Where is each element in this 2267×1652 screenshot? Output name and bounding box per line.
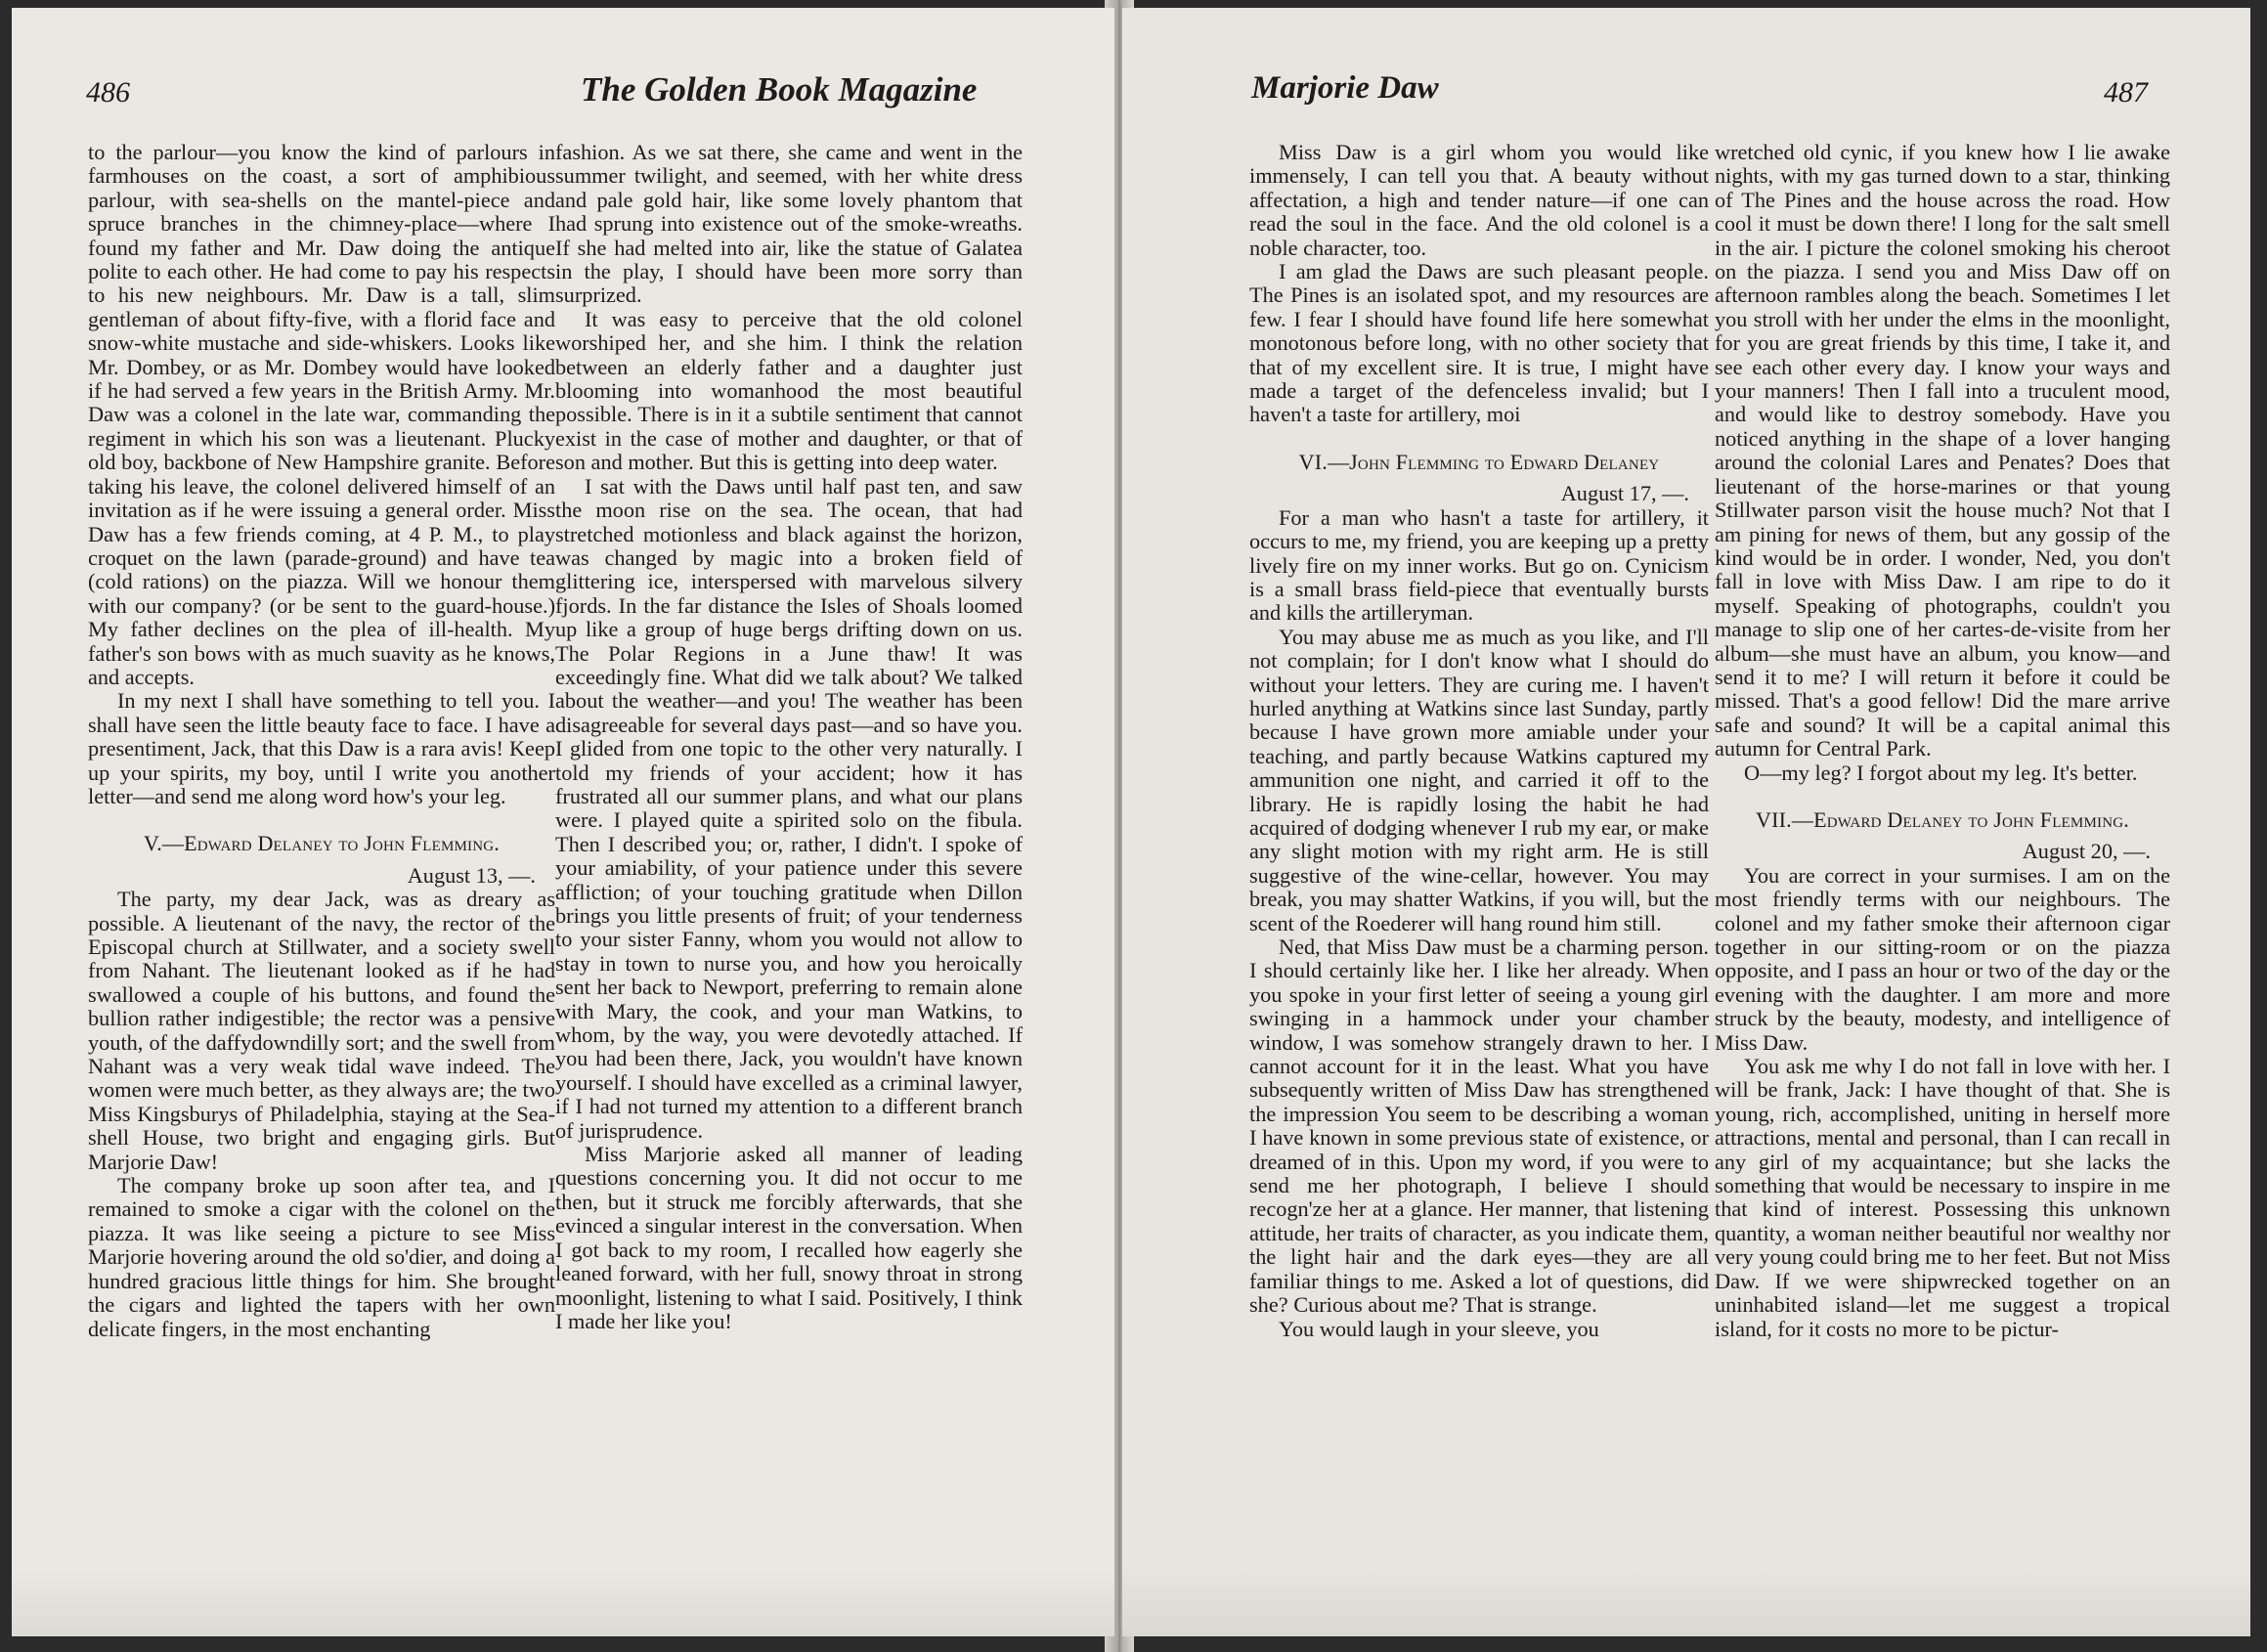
page-shadow [12,1568,1114,1636]
letter-heading: VI.—John Flemming to Edward Delaney [1298,449,1660,474]
paragraph: For a man who hasn't a taste for artillery, it occurs to me, my friend, you are keeping up a pretty lively fire on my inner works. But go on. Cynicism is a small brass field-piece that eventually bursts and kills the artilleryman. [1249,504,1709,626]
paragraph: It was easy to perceive that the old colonel worshiped her, and she him. I think the relation between an elderly father and a daughter just blooming into womanhood the most beautiful possible. There is in it a subtile sentiment that cannot exist in the case of mother and daughter, or that of son and mother. But this is getting into deep water. [555,306,1023,475]
running-head: The Golden Book Magazine [581,70,978,109]
paragraph: I sat with the Daws until half past ten, and saw the moon rise on the sea. The ocean, that had stretched motionless and black against the horizon, was changed by magic into a broken field of glittering ice, interspersed with marvelous silvery fjords. In the far distance the Isles of Shoals loomed up like a group of huge bergs drifting down on us. The Polar Regions in a June thaw! It was exceedingly fine. What did we talk about? We talked about the weather—and you! The weather has been disagreeable for several days past—and so have you. I glided from one topic to the other very naturally. I told my friends of your accident; how it has frustrated all our summer plans, and what our plans were. I played quite a spirited solo on the fibula. Then I described you; or, rather, I didn't. I spoke of your amiability, of your patience under this severe affliction; of your touching gratitude when Dillon brings you little presents of fruit; of your tenderness to your sister Fanny, whom you would not allow to stay in town to nurse you, and how you heroically sent her back to Newport, preferring to remain alone with Mary, the cook, and your man Watkins, to whom, by the way, you were devotedly attached. If you had been there, Jack, you wouldn't have known yourself. I should have excelled as a criminal lawyer, if I had not turned my attention to a different branch of jurisprudence. [555,473,1023,1143]
paragraph: You may abuse me as much as you like, and I'll not complain; for I don't know what I should do without your letters. They are curing me. I haven't hurled anything at Watkins since last Sunday, partly because I have grown more amiable under your teaching, and partly because Watkins captured my ammunition one night, and carried it off to the library. He is rapidly losing the habit he had acquired of dodging whenever I rub my ear, or make any slight motion with my right arm. He is still suggestive of the wine-cellar, however. You may break, you may shatter Watkins, if you will, but the scent of the Roederer will hang round him still. [1249,624,1709,935]
paragraph: I am glad the Daws are such pleasant people. The Pines is an isolated spot, and my resources are few. I fear I should have found life here somewhat monotonous before long, with no other society that that of my excellent sire. It is true, I might have made a target of the defenceless invalid; but I haven't a taste for artillery, moi [1249,259,1709,427]
left-column-1 [88,141,555,1341]
paragraph: In my next I shall have something to tell you. I shall have seen the little beauty face to face. I have a presentiment, Jack, that this Daw is a rara avis! Keep up your spirits, my boy, until I write you another letter—and send me along word how's your leg. [88,688,555,808]
letter-date: August 13, —. [407,862,536,888]
paragraph: The company broke up soon after tea, and I remained to smoke a cigar with the colonel on the piazza. It was like seeing a picture to see Miss Marjorie hovering around the old so'dier, and doing a hundred gracious little things for him. She brought the cigars and lighted the tapers with her own delicate fingers, in the most enchanting [88,1173,555,1341]
paragraph: fashion. As we sat there, she came and went in the summer twilight, and seemed, with her white dress and pale gold hair, like some lovely phantom that had sprung into existence out of the smoke-wreaths. If she had melted into air, like the statue of Galatea in the play, I should have been more sorry than surprized. [555,140,1023,308]
page-number: 487 [2104,76,2148,109]
paragraph: The party, my dear Jack, was as dreary as possible. A lieutenant of the navy, the rector of the Episcopal church at Stillwater, and a society swell from Nahant. The lieutenant looked as if he had swallowed a couple of his buttons, and found the bullion rather indigestible; the rector was a pensive youth, of the daffydowndilly sort; and the swell from Nahant was a very weak tidal wave indeed. The women were much better, as they always are; the two Miss Kingsburys of Philadelphia, staying at the Sea-shell House, two bright and engaging girls. But Marjorie Daw! [88,887,555,1174]
paragraph: O—my leg? I forgot about my leg. It's better. [1744,760,2138,785]
paragraph: Ned, that Miss Daw must be a charming person. I should certainly like her. I like her already. When you spoke in your first letter of seeing a young girl swinging in a hammock under your chamber window, I was somehow strangely drawn to her. I cannot account for it in the least. What you have subsequently written of Miss Daw has strengthened the impression You seem to be describing a woman I have known in some previous state of existence, or dreamed of in this. Upon my word, if you were to send me her photograph, I believe I should recogn'ze her at a glance. Her manner, that listening attitude, her traits of character, as you indicate them, the light hair and the dark eyes—they are all familiar things to me. Asked a lot of questions, did she? Curious about me? That is strange. [1249,935,1709,1318]
right-column-2 [1715,141,2170,1341]
paragraph: wretched old cynic, if you knew how I lie awake nights, with my gas turned down to a star, thinking of The Pines and the house across the road. How cool it must be down there! I long for the salt smell in the air. I picture the colonel smoking his cheroot on the piazza. I send you and Miss Daw off on afternoon rambles along the beach. Sometimes I let you stroll with her under the elms in the moonlight, for you are great friends by this time, I take it, and see each other every day. I know your ways and your manners! Then I fall into a truculent mood, and would like to destroy somebody. Have you noticed anything in the shape of a lover hanging around the colonial Lares and Penates? Does that lieutenant of the horse-marines or that young Stillwater parson visit the house much? Not that I am pining for news of them, but any gossip of the kind would be in order. I wonder, Ned, you don't fall in love with Miss Daw. I am ripe to do it myself. Speaking of photographs, couldn't you manage to slip one of her cartes-de-visite from her album—she must have an album, you know—and send it to me? I will return it before it could be missed. That's a good fellow! Did the mare arrive safe and sound? It will be a capital animal this autumn for Central Park. [1715,140,2170,761]
paragraph: Miss Marjorie asked all manner of leading questions concerning you. It did not occur to me then, but it struck me forcibly afterwards, that she evinced a singular interest in the conversation. When I got back to my room, I recalled how eagerly she leaned forward, with her full, snowy throat in strong moonlight, listening to what I said. Positively, I think I made her like you! [555,1142,1023,1333]
left-column-2 [555,141,1023,1333]
letter-heading: V.—Edward Delaney to John Flemming. [143,831,501,856]
paragraph: Miss Daw is a girl whom you would like immensely, I can tell you that. A beauty without affectation, a high and tender nature—if one can read the soul in the face. And the old colonel is a noble character, too. [1249,140,1709,260]
left-header [12,68,1114,127]
letter-heading: VII.—Edward Delaney to John Flemming. [1756,806,2129,832]
page-shadow [1122,1568,2250,1636]
paragraph: to the parlour—you know the kind of parlours in farmhouses on the coast, a sort of amphibious parlour, with sea-shells on the mantel-piece and spruce branches in the chimney-place—where I found my father and Mr. Daw doing the antique polite to each other. He had come to pay his respects to his new neighbours. Mr. Daw is a tall, slim gentleman of about fifty-five, with a florid face and snow-white mustache and side-whiskers. Looks like Mr. Dombey, or as Mr. Dombey would have looked if he had served a few years in the British Army. Mr. Daw was a colonel in the late war, commanding the regiment in which his son was a lieutenant. Plucky old boy, backbone of New Hampshire granite. Before taking his leave, the colonel delivered himself of an invitation as if he were issuing a general order. Miss Daw has a few friends coming, at 4 P. M., to play croquet on the lawn (parade-ground) and have tea (cold rations) on the piazza. Will we honour them with our company? (or be sent to the guard-house.) My father declines on the plea of ill-health. My father's son bows with as much suavity as he knows, and accepts. [88,140,555,689]
page-number: 486 [86,76,130,109]
left-page [12,8,1114,1636]
letter-date: August 20, —. [2022,839,2151,864]
right-page [1122,8,2250,1636]
right-header [1122,68,2250,127]
paragraph: You would laugh in your sleeve, you [1279,1316,1599,1341]
paragraph: You ask me why I do not fall in love with her. I will be frank, Jack: I have thought of that. She is young, rich, accomplished, uniting in herself more attractions, mental and personal, than I can recall in any girl of my acquaintance; but she lacks the something that would be necessary to inspire in me that kind of interest. Possessing this unknown quantity, a woman neither beautiful nor wealthy nor very young could bring me to her feet. But not Miss Daw. If we were shipwrecked together on an uninhabited island—let me suggest a tropical island, for it costs no more to be pictur- [1715,1054,2170,1341]
paragraph: You are correct in your surmises. I am on the most friendly terms with our neighbours. The colonel and my father smoke their afternoon cigar together in our sitting-room or on the piazza opposite, and I pass an hour or two of the day or the evening with the daughter. I am more and more struck by the beauty, modesty, and intelligence of Miss Daw. [1715,862,2170,1055]
right-column-1 [1249,141,1709,1341]
letter-date: August 17, —. [1560,481,1689,506]
running-head: Marjorie Daw [1251,70,1439,106]
